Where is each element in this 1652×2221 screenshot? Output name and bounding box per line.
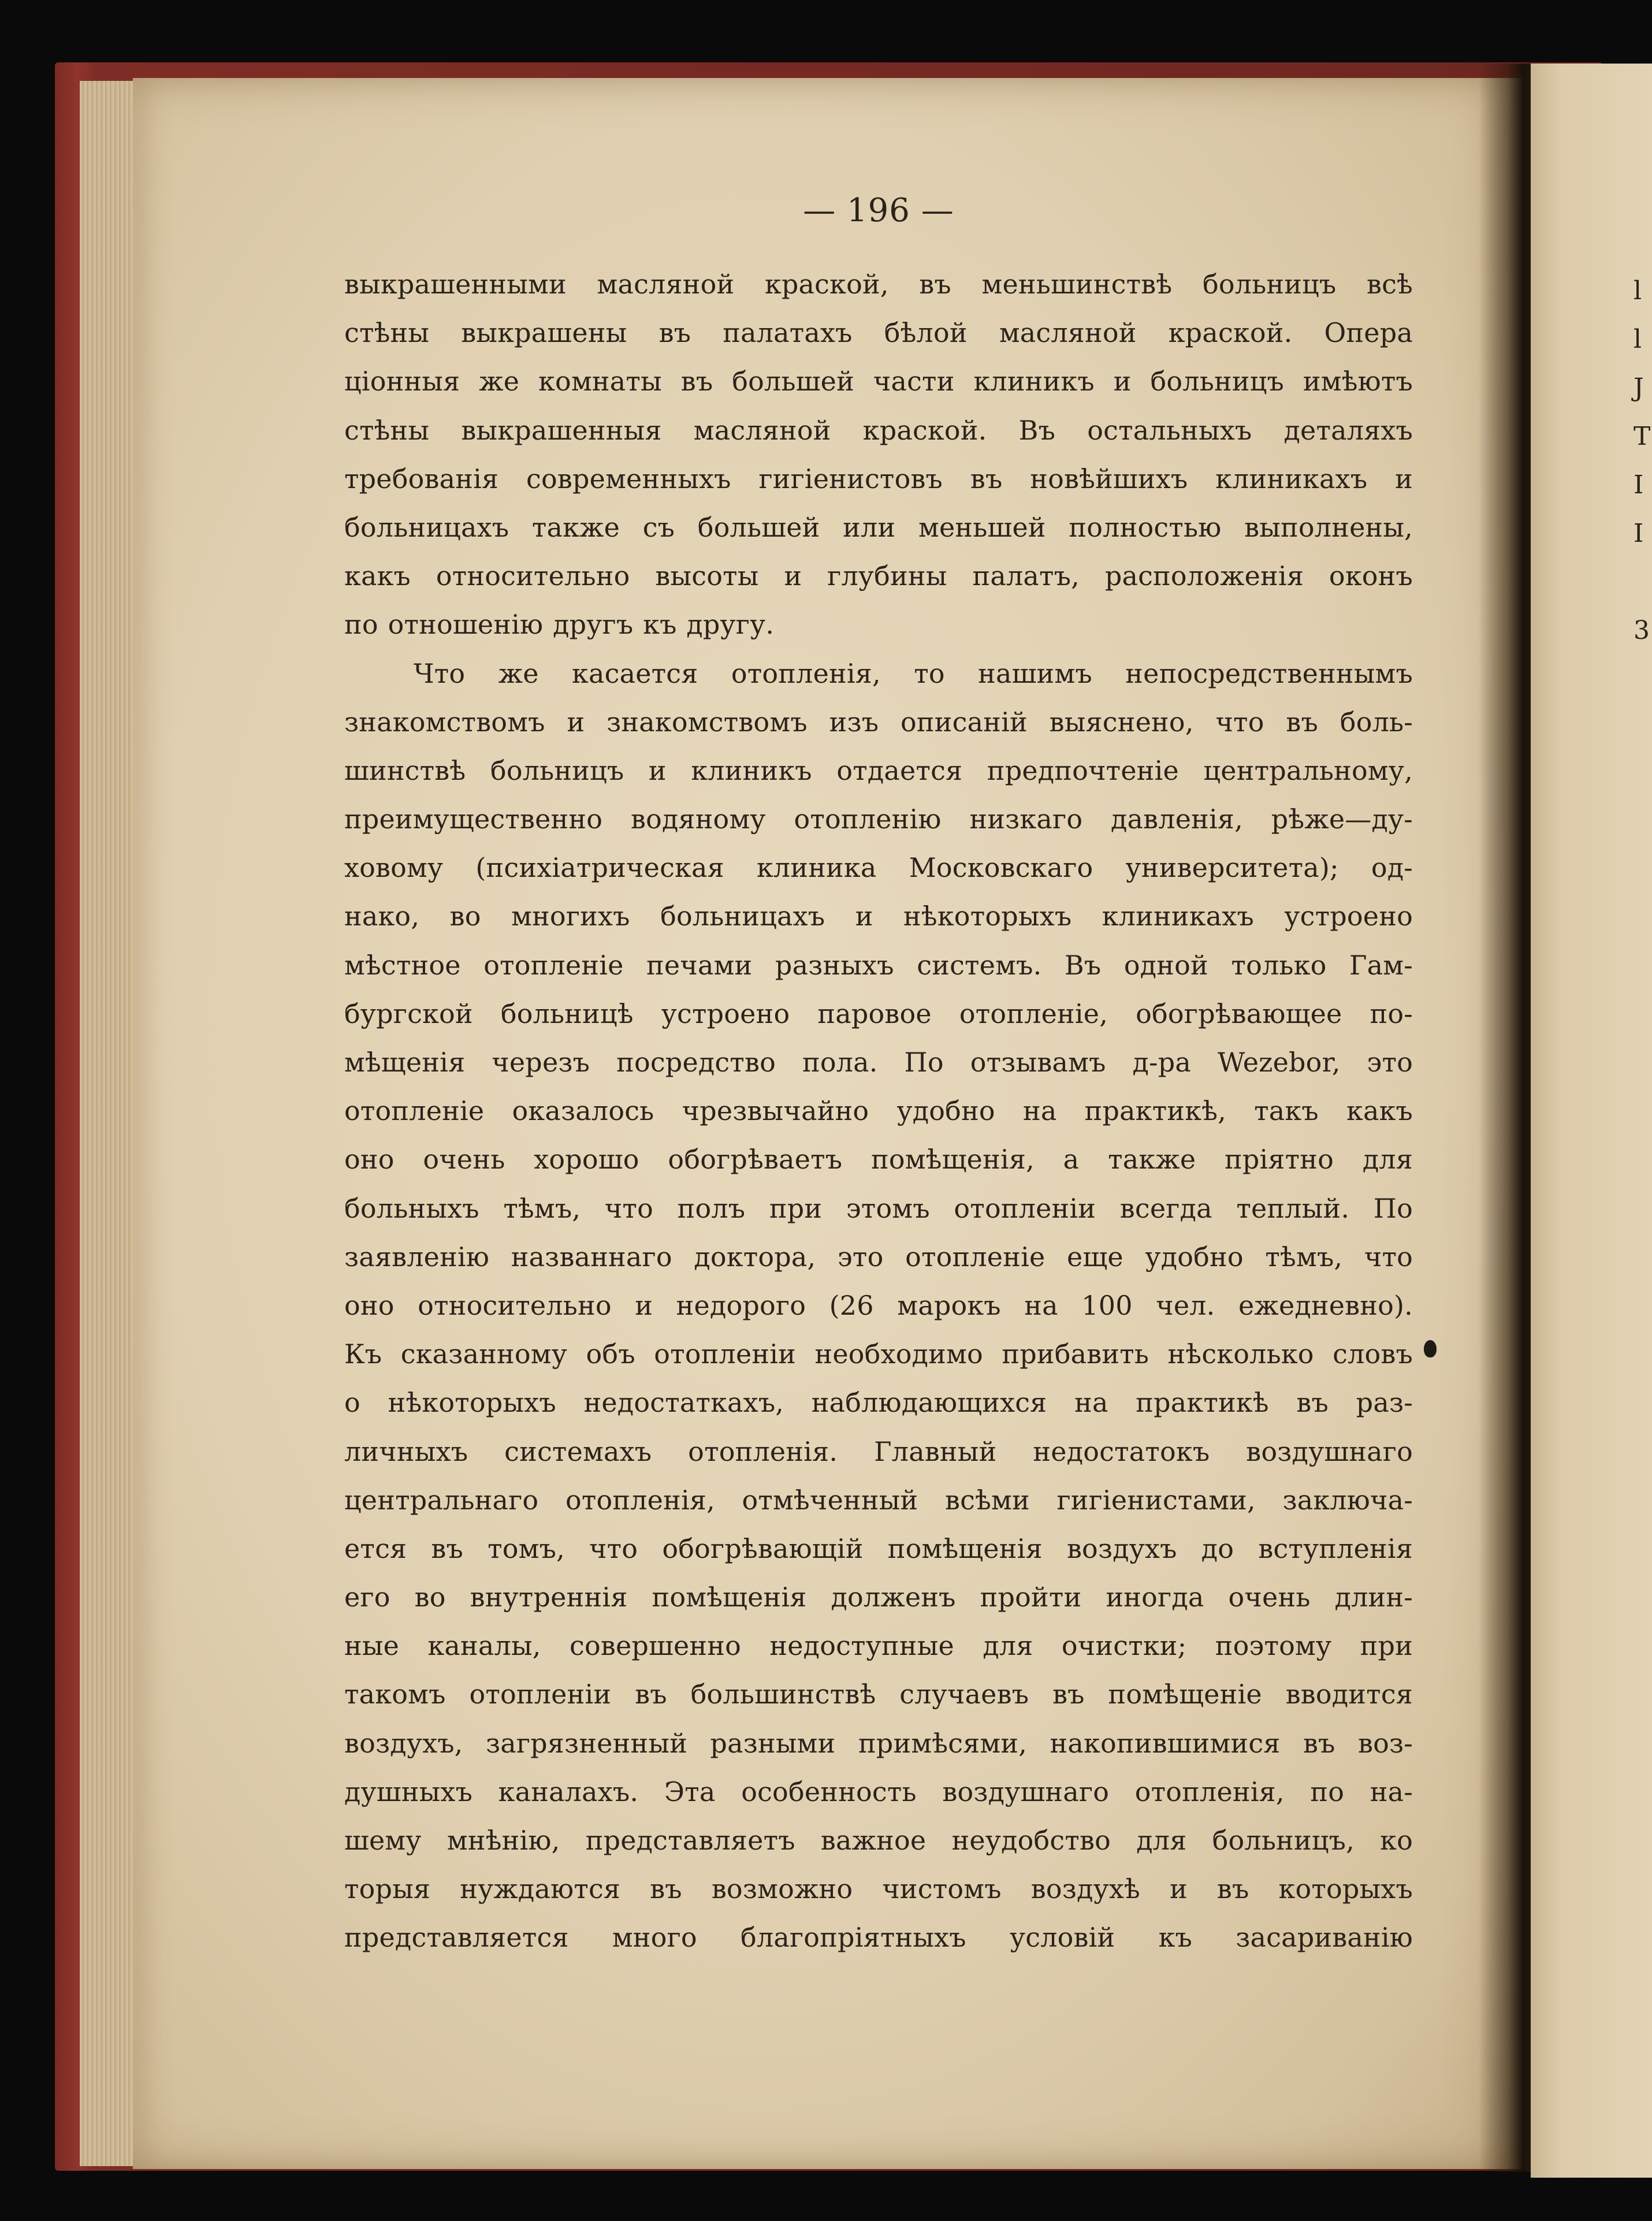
text-line: представляется много благопріятныхъ условій къ засариванію bbox=[344, 1922, 1413, 1954]
text-line: больницахъ также съ большей или меньшей полностью выполнены, bbox=[344, 511, 1413, 543]
text-line: выкрашенными масляной краской, въ меньшинствѣ больницъ всѣ bbox=[344, 269, 1413, 300]
text-line: заявленію названнаго доктора, это отопленіе еще удобно тѣмъ, что bbox=[344, 1241, 1413, 1273]
text-line: мѣщенія черезъ посредство пола. По отзывамъ д-ра Wezebor, это bbox=[344, 1047, 1413, 1078]
text-line: шему мнѣнію, представляетъ важное неудобство для больницъ, ко bbox=[344, 1825, 1413, 1856]
text-line: Къ сказанному объ отопленіи необходимо прибавить нѣсколько словъ bbox=[344, 1338, 1413, 1370]
text-line: стѣны выкрашены въ палатахъ бѣлой масляной краской. Опера bbox=[344, 317, 1413, 349]
text-line: ется въ томъ, что обогрѣвающій помѣщенія воздухъ до вступленія bbox=[344, 1532, 1413, 1564]
facing-fragment: I bbox=[1634, 519, 1644, 548]
page-text-block bbox=[344, 191, 1413, 1962]
text-line: требованія современныхъ гигіенистовъ въ новѣйшихъ клиникахъ и bbox=[344, 463, 1413, 494]
text-line: оно относительно и недорого (26 марокъ на 100 чел. ежедневно). bbox=[344, 1289, 1413, 1321]
paragraph-first-line: Что же касается отопленія, то нашимъ непосредственнымъ bbox=[414, 657, 1413, 689]
facing-fragment: I bbox=[1634, 470, 1644, 500]
facing-fragment: T bbox=[1634, 422, 1651, 451]
text-line: его во внутреннія помѣщенія долженъ пройти иногда очень длин- bbox=[344, 1582, 1413, 1613]
text-line: ные каналы, совершенно недоступные для очистки; поэтому при bbox=[344, 1630, 1413, 1662]
text-line: такомъ отопленіи въ большинствѣ случаевъ въ помѣщеніе вводится bbox=[344, 1679, 1413, 1710]
text-line: центральнаго отопленія, отмѣченный всѣми гигіенистами, заключа- bbox=[344, 1484, 1413, 1516]
text-line: какъ относительно высоты и глубины палатъ, расположенія оконъ bbox=[344, 560, 1413, 592]
text-line: воздухъ, загрязненный разными примѣсями, накопившимися въ воз- bbox=[344, 1727, 1413, 1759]
facing-fragment: l bbox=[1634, 325, 1642, 354]
ink-blot bbox=[1424, 1340, 1437, 1357]
text-line: стѣны выкрашенныя масляной краской. Въ остальныхъ деталяхъ bbox=[344, 414, 1413, 446]
text-line: шинствѣ больницъ и клиникъ отдается предпочтеніе центральному, bbox=[344, 754, 1413, 786]
facing-fragment: l bbox=[1634, 276, 1642, 306]
text-line: торыя нуждаются въ возможно чистомъ воздухѣ и въ которыхъ bbox=[344, 1873, 1413, 1905]
facing-fragment: J bbox=[1634, 373, 1644, 403]
facing-fragment: 3 bbox=[1634, 616, 1650, 645]
text-line: личныхъ системахъ отопленія. Главный недостатокъ воздушнаго bbox=[344, 1435, 1413, 1467]
text-line: душныхъ каналахъ. Эта особенность воздушнаго отопленія, по на- bbox=[344, 1776, 1413, 1807]
text-line: отопленіе оказалось чрезвычайно удобно на практикѣ, такъ какъ bbox=[344, 1095, 1413, 1127]
text-line: ціонныя же комнаты въ большей части клиникъ и больницъ имѣютъ bbox=[344, 366, 1413, 397]
text-line: о нѣкоторыхъ недостаткахъ, наблюдающихся на практикѣ въ раз- bbox=[344, 1387, 1413, 1419]
text-line: преимущественно водяному отопленію низкаго давленія, рѣже—ду- bbox=[344, 803, 1413, 835]
text-line: мѣстное отопленіе печами разныхъ системъ. Въ одной только Гам- bbox=[344, 949, 1413, 981]
text-line: бургской больницѣ устроено паровое отопленіе, обогрѣвающее по- bbox=[344, 998, 1413, 1029]
text-line: знакомствомъ и знакомствомъ изъ описаній выяснено, что въ боль- bbox=[344, 706, 1413, 738]
facing-page-text-fragments bbox=[1634, 267, 1652, 655]
text-line: ховому (психіатрическая клиника Московскаго университета); од- bbox=[344, 852, 1413, 884]
text-line: нако, во многихъ больницахъ и нѣкоторыхъ клиникахъ устроено bbox=[344, 901, 1413, 932]
page-number: — 196 — bbox=[803, 192, 954, 229]
text-line: по отношенію другъ къ другу. bbox=[344, 609, 775, 641]
text-line: оно очень хорошо обогрѣваетъ помѣщенія, а также пріятно для bbox=[344, 1144, 1413, 1175]
text-line: больныхъ тѣмъ, что полъ при этомъ отопленіи всегда теплый. По bbox=[344, 1192, 1413, 1224]
